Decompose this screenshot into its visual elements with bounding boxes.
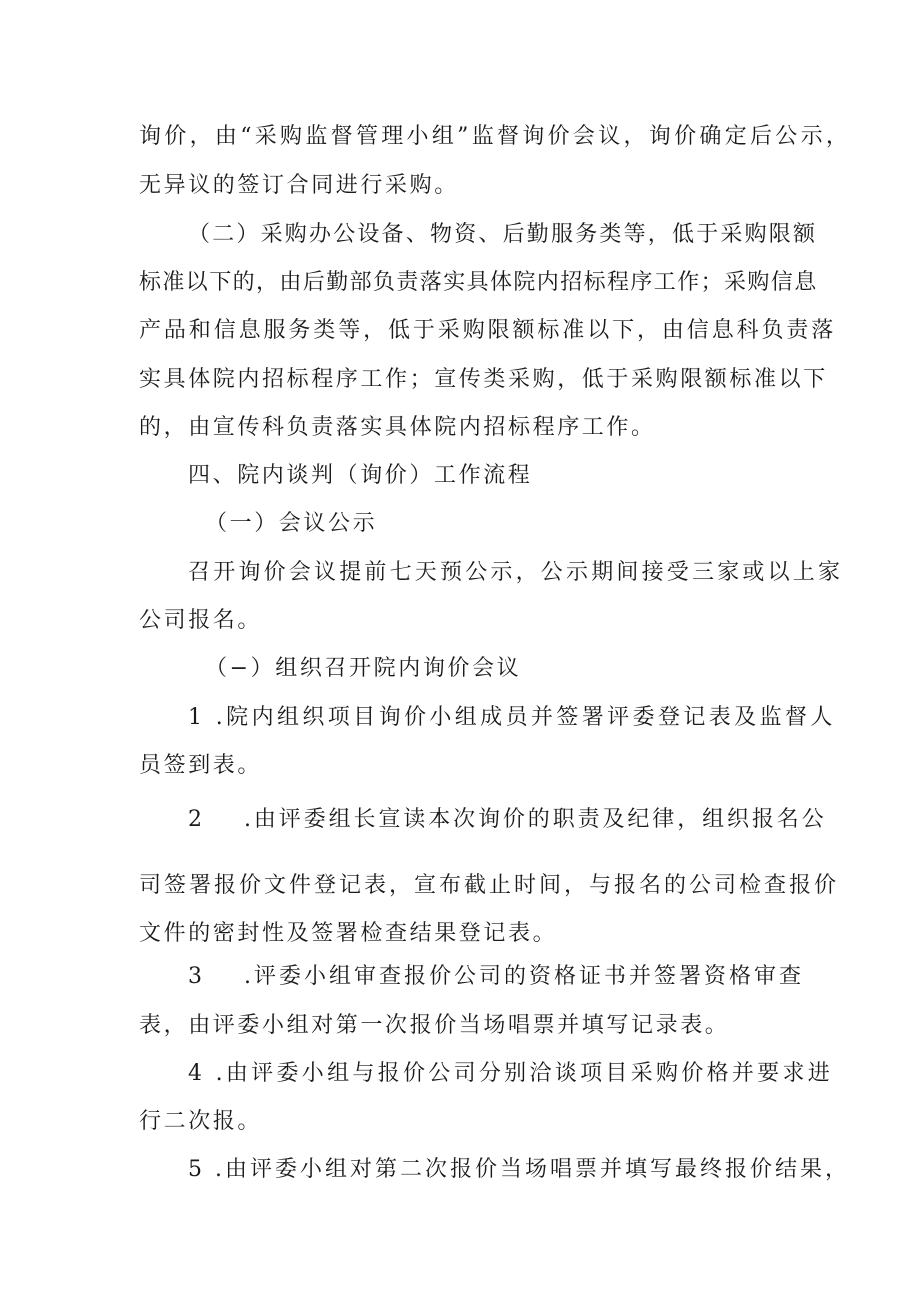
list-item-line: .由评委组长宣读本次询价的职责及纪律，组织报名公 xyxy=(244,807,827,832)
paragraph-line: 标准以下的，由后勤部负责落实具体院内招标程序工作；采购信息 xyxy=(139,270,818,295)
subsection-heading: （−）组织召开院内询价会议 xyxy=(205,656,522,681)
paragraph-line: 召开询价会议提前七天预公示，公示期间接受三家或以上家 xyxy=(188,560,844,585)
paragraph-line: 表，由评委小组对第一次报价当场唱票并填写记录表。 xyxy=(139,1013,730,1038)
list-item-line: 4 .由评委小组与报价公司分别洽谈项目采购价格并要求进 xyxy=(188,1061,834,1086)
paragraph-line: 公司报名。 xyxy=(139,608,263,633)
list-item-number: 2 xyxy=(188,807,205,832)
paragraph-line: 无异议的签订合同进行采购。 xyxy=(139,173,459,198)
paragraph-line: （二）采购办公设备、物资、后勤服务类等，低于采购限额 xyxy=(188,222,818,247)
list-item-number: 3 xyxy=(188,964,205,989)
paragraph-line: 询价，由“采购监督管理小组”监督询价会议，询价确定后公示， xyxy=(139,124,852,149)
paragraph-line: 司签署报价文件登记表，宣布截止时间，与报名的公司检查报价 xyxy=(139,873,840,898)
paragraph-line: 行二次报。 xyxy=(139,1109,263,1134)
paragraph-line: 文件的密封性及签署检查结果登记表。 xyxy=(139,921,558,946)
paragraph-line: 产品和信息服务类等，低于采购限额标准以下，由信息科负责落 xyxy=(139,318,837,343)
paragraph-line: 的，由宣传科负责落实具体院内招标程序工作。 xyxy=(139,415,656,440)
subsection-heading: （一）会议公示 xyxy=(205,511,378,536)
paragraph-line: 员签到表。 xyxy=(139,753,263,778)
section-heading: 四、院内谈判（询价）工作流程 xyxy=(188,463,533,488)
paragraph-line: 实具体院内招标程序工作；宣传类采购，低于采购限额标准以下 xyxy=(139,367,828,392)
list-item-line: .评委小组审查报价公司的资格证书并签署资格审查 xyxy=(244,964,804,989)
list-item-line: 5 .由评委小组对第二次报价当场唱票并填写最终报价结果， xyxy=(188,1157,850,1182)
list-item-line: 1 .院内组织项目询价小组成员并签署评委登记表及监督人 xyxy=(188,705,836,730)
